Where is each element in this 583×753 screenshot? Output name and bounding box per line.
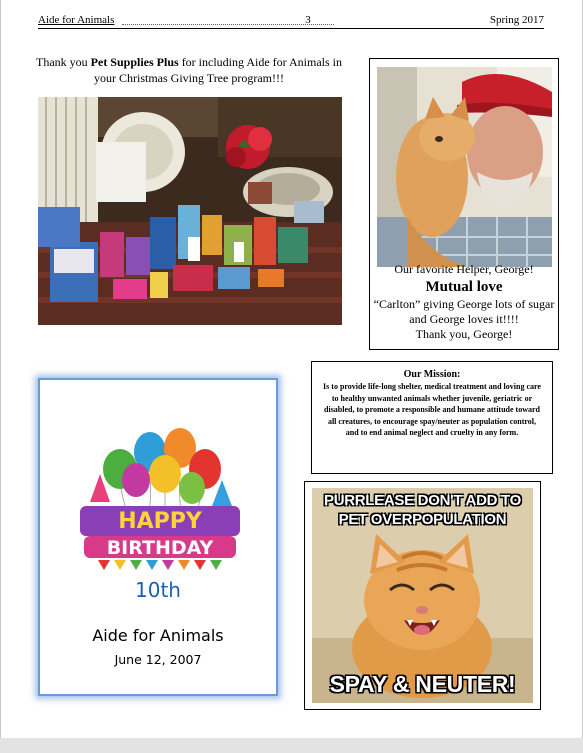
helper-caption [372,262,556,342]
helper-feature-box [369,58,559,350]
birthday-card [38,378,278,696]
thanks-caption [36,54,342,86]
thanks-prefix: Thank you [36,55,91,69]
header-publication: Aide for Animals [38,14,115,26]
page-header [38,14,544,29]
spay-neuter-meme-image [312,488,533,703]
mission-statement-box [311,361,553,474]
birthday-anniversary-number: 10th [135,578,181,602]
gifts-photo-illustration [38,97,342,325]
meme-bottom-caption: SPAY & NEUTER! [329,671,516,697]
spay-neuter-meme-box [304,481,541,710]
birthday-organization: Aide for Animals [92,626,224,645]
meme-top-caption: PURRLEASE DON'T ADD TO PET OVERPOPULATION [324,492,521,528]
helper-heading: Mutual love [425,279,503,295]
helper-line-3: Thank you, George! [415,327,513,341]
birthday-art-happy: HAPPY [118,509,202,534]
george-and-cat-photo [377,67,552,267]
donated-gifts-photo [38,97,342,325]
sponsor-name: Pet Supplies Plus [90,55,179,69]
mission-title: Our Mission: [403,369,461,380]
header-page-number: 3 [305,14,311,26]
thanks-suffix: for including Aide for Animals in your Christmas Giving Tree program!!! [94,55,342,85]
helper-line-2: “Carlton” giving George lots of sugar and George loves it!!!! [373,297,555,326]
helper-photo-illustration [377,67,552,267]
page-bottom-shade [0,738,583,753]
mission-body: Is to provide life-long shelter, medical treatment and loving care to healthy unwanted animals whether juvenile, geriatric or disabled, to promote a responsible and humane attitude toward all creatures, to encourage spay/neuter as population control, and to end animal neglect and cruelty in any form. [323,382,541,437]
header-issue: Spring 2017 [489,14,544,26]
birthday-founding-date: June 12, 2007 [114,652,202,667]
helper-line-1: Our favorite Helper, George! [394,262,534,276]
birthday-balloons-art [80,424,240,574]
birthday-art-birthday: BIRTHDAY [106,537,214,559]
